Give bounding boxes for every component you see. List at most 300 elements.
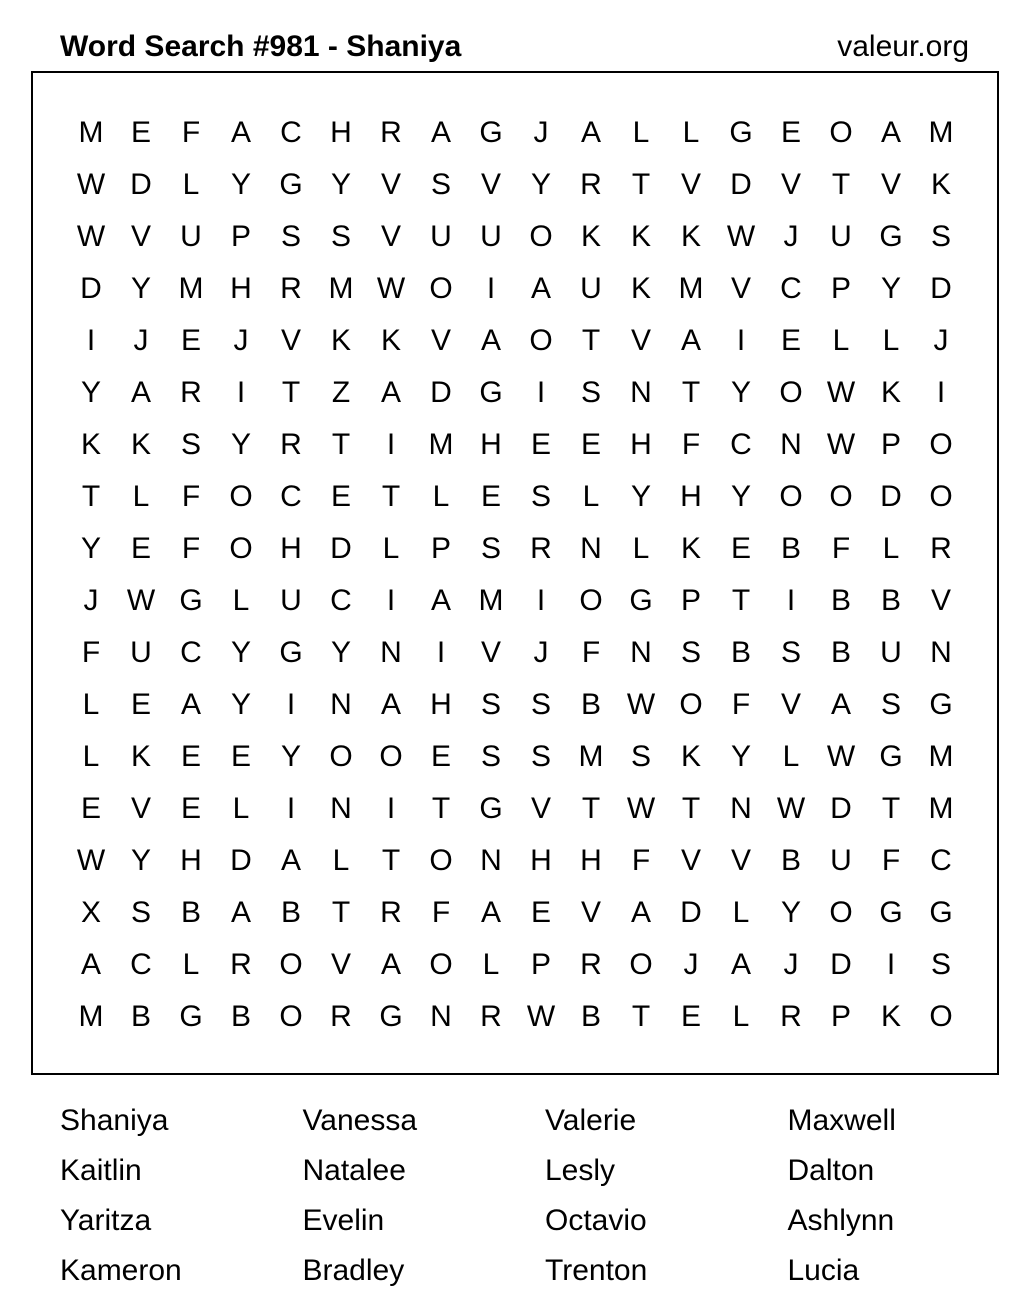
grid-letter: O	[629, 948, 653, 981]
grid-letter: D	[830, 792, 852, 825]
word-list-item: Yaritza	[60, 1204, 152, 1237]
grid-letter: W	[76, 168, 106, 201]
grid-letter: Y	[730, 740, 751, 773]
grid-letter: U	[830, 844, 852, 877]
grid-letter: R	[780, 1000, 802, 1033]
grid-letter: U	[880, 636, 902, 669]
grid-letter: F	[681, 428, 701, 461]
grid-letter: C	[330, 584, 352, 617]
grid-letter: R	[380, 116, 402, 149]
grid-letter: I	[386, 792, 396, 825]
grid-letter: T	[581, 324, 601, 357]
grid-letter: M	[328, 272, 354, 305]
grid-letter: A	[880, 116, 901, 149]
grid-letter: J	[83, 584, 99, 617]
grid-letter: K	[130, 428, 151, 461]
grid-letter: S	[430, 168, 451, 201]
grid-letter: K	[580, 220, 601, 253]
grid-letter: M	[178, 272, 204, 305]
word-list-item: Valerie	[545, 1104, 637, 1137]
grid-letter: K	[680, 740, 701, 773]
grid-letter: P	[430, 532, 451, 565]
word-list-item: Kaitlin	[60, 1154, 142, 1187]
grid-letter: K	[380, 324, 401, 357]
grid-letter: M	[678, 272, 704, 305]
grid-letter: Y	[330, 636, 351, 669]
grid-letter: K	[630, 272, 651, 305]
grid-letter: S	[530, 740, 551, 773]
grid-letter: R	[580, 948, 602, 981]
grid-letter: O	[529, 324, 553, 357]
grid-letter: R	[280, 272, 302, 305]
grid-letter: W	[826, 740, 856, 773]
grid-letter: N	[630, 636, 652, 669]
grid-letter: I	[236, 376, 246, 409]
grid-letter: M	[78, 1000, 104, 1033]
grid-letter: U	[830, 220, 852, 253]
grid-letter: N	[930, 636, 952, 669]
grid-letter: W	[526, 1000, 556, 1033]
grid-letter: H	[430, 688, 452, 721]
grid-letter: A	[530, 272, 551, 305]
grid-letter: L	[882, 324, 900, 357]
grid-letter: E	[180, 324, 201, 357]
word-list-item: Shaniya	[60, 1104, 169, 1137]
word-list-item: Bradley	[302, 1254, 405, 1287]
grid-letter: Y	[80, 376, 101, 409]
grid-letter: I	[86, 324, 96, 357]
grid-letter: O	[929, 480, 953, 513]
grid-letter: L	[82, 740, 100, 773]
grid-letter: F	[631, 844, 651, 877]
grid-letter: B	[230, 1000, 251, 1033]
grid-letter: O	[429, 272, 453, 305]
grid-letter: A	[130, 376, 151, 409]
grid-letter: G	[879, 740, 903, 773]
grid-letter: Y	[730, 480, 751, 513]
grid-letter: B	[280, 896, 301, 929]
grid-letter: W	[776, 792, 806, 825]
grid-letter: O	[229, 532, 253, 565]
grid-letter: W	[76, 844, 106, 877]
grid-letter: U	[280, 584, 302, 617]
grid-letter: B	[830, 636, 851, 669]
grid-letter: C	[180, 636, 202, 669]
grid-letter: T	[881, 792, 901, 825]
grid-letter: L	[182, 168, 200, 201]
grid-letter: E	[480, 480, 501, 513]
grid-letter: V	[430, 324, 451, 357]
grid-letter: G	[629, 584, 653, 617]
grid-letter: N	[780, 428, 802, 461]
grid-letter: R	[580, 168, 602, 201]
grid-letter: P	[830, 272, 851, 305]
grid-letter: S	[930, 948, 951, 981]
grid-letter: E	[330, 480, 351, 513]
grid-letter: E	[180, 740, 201, 773]
grid-letter: Y	[230, 168, 251, 201]
grid-letter: L	[782, 740, 800, 773]
grid-letter: B	[580, 1000, 601, 1033]
grid-letter: O	[329, 740, 353, 773]
grid-letter: I	[886, 948, 896, 981]
grid-letter: I	[736, 324, 746, 357]
grid-letter: J	[783, 220, 799, 253]
grid-letter: V	[480, 168, 501, 201]
grid-letter: V	[480, 636, 501, 669]
grid-letter: M	[78, 116, 104, 149]
grid-letter: H	[680, 480, 702, 513]
grid-letter: U	[180, 220, 202, 253]
grid-letter: B	[780, 844, 801, 877]
grid-letter: J	[133, 324, 149, 357]
grid-letter: M	[428, 428, 454, 461]
letter-grid	[66, 107, 966, 1043]
grid-letter: S	[780, 636, 801, 669]
grid-letter: P	[230, 220, 251, 253]
grid-letter: K	[930, 168, 951, 201]
grid-letter: K	[130, 740, 151, 773]
grid-letter: S	[630, 740, 651, 773]
grid-letter: S	[580, 376, 601, 409]
grid-letter: R	[480, 1000, 502, 1033]
grid-letter: E	[730, 532, 751, 565]
grid-letter: S	[680, 636, 701, 669]
grid-letter: V	[780, 688, 801, 721]
grid-letter: L	[632, 532, 650, 565]
grid-letter: L	[732, 1000, 750, 1033]
word-list	[60, 1096, 1020, 1296]
word-list-item: Lucia	[787, 1254, 860, 1287]
grid-letter: G	[879, 896, 903, 929]
word-list-item: Natalee	[302, 1154, 406, 1187]
grid-letter: W	[376, 272, 406, 305]
grid-letter: F	[81, 636, 101, 669]
grid-letter: Y	[230, 636, 251, 669]
grid-letter: B	[580, 688, 601, 721]
grid-letter: D	[680, 896, 702, 929]
grid-letter: G	[929, 896, 953, 929]
grid-letter: L	[732, 896, 750, 929]
grid-letter: K	[880, 376, 901, 409]
grid-letter: W	[76, 220, 106, 253]
grid-letter: B	[830, 584, 851, 617]
grid-letter: E	[780, 116, 801, 149]
page-title: Word Search #981 - Shaniya	[60, 30, 462, 63]
grid-letter: A	[680, 324, 701, 357]
grid-letter: D	[830, 948, 852, 981]
grid-letter: I	[386, 428, 396, 461]
grid-letter: H	[480, 428, 502, 461]
grid-letter: A	[730, 948, 751, 981]
grid-letter: K	[880, 1000, 901, 1033]
grid-letter: L	[832, 324, 850, 357]
grid-letter: I	[286, 792, 296, 825]
grid-letter: O	[579, 584, 603, 617]
grid-letter: V	[930, 584, 951, 617]
grid-letter: W	[626, 688, 656, 721]
grid-letter: G	[479, 792, 503, 825]
grid-letter: C	[780, 272, 802, 305]
grid-letter: G	[479, 116, 503, 149]
grid-letter: L	[82, 688, 100, 721]
grid-letter: T	[381, 480, 401, 513]
grid-letter: K	[330, 324, 351, 357]
grid-letter: C	[930, 844, 952, 877]
word-list-item: Ashlynn	[787, 1204, 895, 1237]
grid-letter: E	[530, 428, 551, 461]
grid-letter: L	[882, 532, 900, 565]
grid-letter: N	[330, 688, 352, 721]
grid-letter: A	[580, 116, 601, 149]
grid-letter: V	[780, 168, 801, 201]
grid-letter: R	[280, 428, 302, 461]
grid-letter: G	[379, 1000, 403, 1033]
grid-letter: V	[680, 168, 701, 201]
grid-letter: Y	[130, 272, 151, 305]
grid-letter: B	[130, 1000, 151, 1033]
grid-letter: W	[826, 428, 856, 461]
grid-letter: D	[880, 480, 902, 513]
grid-letter: F	[881, 844, 901, 877]
grid-letter: A	[630, 896, 651, 929]
grid-letter: T	[281, 376, 301, 409]
grid-letter: R	[180, 376, 202, 409]
grid-letter: E	[780, 324, 801, 357]
grid-letter: M	[928, 740, 954, 773]
grid-letter: V	[580, 896, 601, 929]
grid-letter: M	[478, 584, 504, 617]
grid-letter: Y	[880, 272, 901, 305]
grid-letter: W	[626, 792, 656, 825]
grid-letter: Y	[330, 168, 351, 201]
grid-letter: A	[430, 584, 451, 617]
grid-letter: O	[529, 220, 553, 253]
grid-letter: N	[580, 532, 602, 565]
grid-letter: T	[631, 1000, 651, 1033]
grid-letter: S	[930, 220, 951, 253]
grid-letter: T	[331, 428, 351, 461]
grid-letter: J	[783, 948, 799, 981]
grid-letter: R	[930, 532, 952, 565]
grid-letter: P	[680, 584, 701, 617]
grid-letter: S	[480, 740, 501, 773]
grid-letter: A	[180, 688, 201, 721]
grid-letter: V	[880, 168, 901, 201]
grid-letter: V	[630, 324, 651, 357]
grid-letter: W	[826, 376, 856, 409]
grid-letter: X	[80, 896, 101, 929]
grid-letter: T	[681, 792, 701, 825]
grid-letter: L	[482, 948, 500, 981]
grid-letter: T	[681, 376, 701, 409]
grid-letter: S	[530, 480, 551, 513]
grid-letter: E	[130, 688, 151, 721]
grid-letter: L	[232, 792, 250, 825]
grid-letter: O	[829, 480, 853, 513]
grid-letter: P	[530, 948, 551, 981]
grid-letter: N	[380, 636, 402, 669]
grid-letter: O	[279, 1000, 303, 1033]
grid-letter: T	[431, 792, 451, 825]
grid-letter: S	[480, 688, 501, 721]
grid-letter: W	[126, 584, 156, 617]
grid-letter: L	[232, 584, 250, 617]
grid-letter: B	[880, 584, 901, 617]
grid-letter: T	[581, 792, 601, 825]
grid-letter: A	[380, 376, 401, 409]
grid-letter: H	[180, 844, 202, 877]
grid-letter: O	[429, 948, 453, 981]
grid-letter: E	[580, 428, 601, 461]
grid-letter: L	[182, 948, 200, 981]
grid-letter: I	[536, 584, 546, 617]
grid-letter: Y	[80, 532, 101, 565]
grid-letter: A	[480, 896, 501, 929]
word-list-item: Evelin	[302, 1204, 385, 1237]
grid-letter: M	[578, 740, 604, 773]
grid-letter: D	[430, 376, 452, 409]
grid-letter: A	[380, 948, 401, 981]
grid-letter: H	[280, 532, 302, 565]
grid-letter: O	[429, 844, 453, 877]
grid-letter: V	[730, 272, 751, 305]
grid-letter: R	[530, 532, 552, 565]
grid-letter: Y	[280, 740, 301, 773]
grid-letter: I	[936, 376, 946, 409]
grid-letter: U	[430, 220, 452, 253]
grid-letter: K	[680, 532, 701, 565]
grid-letter: B	[730, 636, 751, 669]
grid-letter: G	[729, 116, 753, 149]
grid-letter: S	[880, 688, 901, 721]
grid-letter: I	[436, 636, 446, 669]
word-list-item: Vanessa	[302, 1104, 418, 1137]
grid-letter: I	[286, 688, 296, 721]
grid-letter: N	[730, 792, 752, 825]
grid-letter: J	[233, 324, 249, 357]
grid-letter: Y	[630, 480, 651, 513]
grid-letter: V	[280, 324, 301, 357]
word-list-item: Octavio	[545, 1204, 647, 1237]
grid-letter: W	[726, 220, 756, 253]
grid-letter: E	[130, 532, 151, 565]
word-list-item: Trenton	[545, 1254, 648, 1287]
grid-letter: G	[479, 376, 503, 409]
grid-letter: S	[180, 428, 201, 461]
grid-letter: B	[180, 896, 201, 929]
grid-letter: H	[330, 116, 352, 149]
grid-letter: V	[130, 792, 151, 825]
grid-letter: T	[631, 168, 651, 201]
grid-letter: N	[330, 792, 352, 825]
grid-letter: E	[530, 896, 551, 929]
grid-letter: F	[181, 116, 201, 149]
grid-letter: D	[730, 168, 752, 201]
grid-letter: V	[680, 844, 701, 877]
grid-letter: C	[130, 948, 152, 981]
grid-letter: E	[180, 792, 201, 825]
grid-letter: L	[332, 844, 350, 877]
grid-letter: Z	[331, 376, 351, 409]
grid-letter: F	[731, 688, 751, 721]
grid-letter: S	[480, 532, 501, 565]
grid-letter: O	[829, 116, 853, 149]
grid-letter: C	[730, 428, 752, 461]
grid-letter: K	[80, 428, 101, 461]
grid-letter: J	[683, 948, 699, 981]
grid-letter: D	[130, 168, 152, 201]
grid-letter: L	[682, 116, 700, 149]
grid-letter: G	[879, 220, 903, 253]
grid-letter: A	[480, 324, 501, 357]
grid-letter: N	[480, 844, 502, 877]
grid-letter: F	[581, 636, 601, 669]
word-list-item: Lesly	[545, 1154, 616, 1187]
grid-letter: E	[130, 116, 151, 149]
grid-letter: J	[933, 324, 949, 357]
grid-letter: I	[786, 584, 796, 617]
grid-letter: O	[379, 740, 403, 773]
grid-letter: I	[386, 584, 396, 617]
grid-letter: H	[530, 844, 552, 877]
grid-letter: V	[130, 220, 151, 253]
grid-letter: L	[132, 480, 150, 513]
grid-letter: Y	[780, 896, 801, 929]
grid-letter: O	[779, 376, 803, 409]
grid-letter: T	[81, 480, 101, 513]
grid-letter: G	[929, 688, 953, 721]
grid-letter: E	[80, 792, 101, 825]
grid-letter: V	[530, 792, 551, 825]
grid-letter: R	[330, 1000, 352, 1033]
grid-letter: R	[380, 896, 402, 929]
grid-letter: Y	[730, 376, 751, 409]
grid-letter: M	[928, 116, 954, 149]
word-list-item: Maxwell	[787, 1104, 896, 1137]
grid-letter: G	[179, 1000, 203, 1033]
grid-letter: I	[486, 272, 496, 305]
grid-letter: I	[536, 376, 546, 409]
grid-letter: L	[582, 480, 600, 513]
grid-letter: T	[831, 168, 851, 201]
grid-letter: K	[630, 220, 651, 253]
grid-letter: F	[831, 532, 851, 565]
grid-letter: T	[381, 844, 401, 877]
grid-letter: Y	[130, 844, 151, 877]
puzzle-board	[31, 71, 999, 1075]
grid-letter: O	[279, 948, 303, 981]
grid-letter: O	[779, 480, 803, 513]
grid-letter: J	[533, 636, 549, 669]
grid-letter: S	[130, 896, 151, 929]
grid-letter: P	[880, 428, 901, 461]
grid-letter: V	[730, 844, 751, 877]
grid-letter: D	[80, 272, 102, 305]
grid-letter: F	[181, 532, 201, 565]
grid-letter: J	[533, 116, 549, 149]
grid-letter: T	[731, 584, 751, 617]
grid-letter: Y	[230, 688, 251, 721]
grid-letter: A	[230, 116, 251, 149]
grid-letter: D	[930, 272, 952, 305]
grid-letter: G	[179, 584, 203, 617]
grid-letter: U	[480, 220, 502, 253]
grid-letter: R	[230, 948, 252, 981]
grid-letter: C	[280, 116, 302, 149]
grid-letter: N	[430, 1000, 452, 1033]
grid-letter: V	[380, 220, 401, 253]
